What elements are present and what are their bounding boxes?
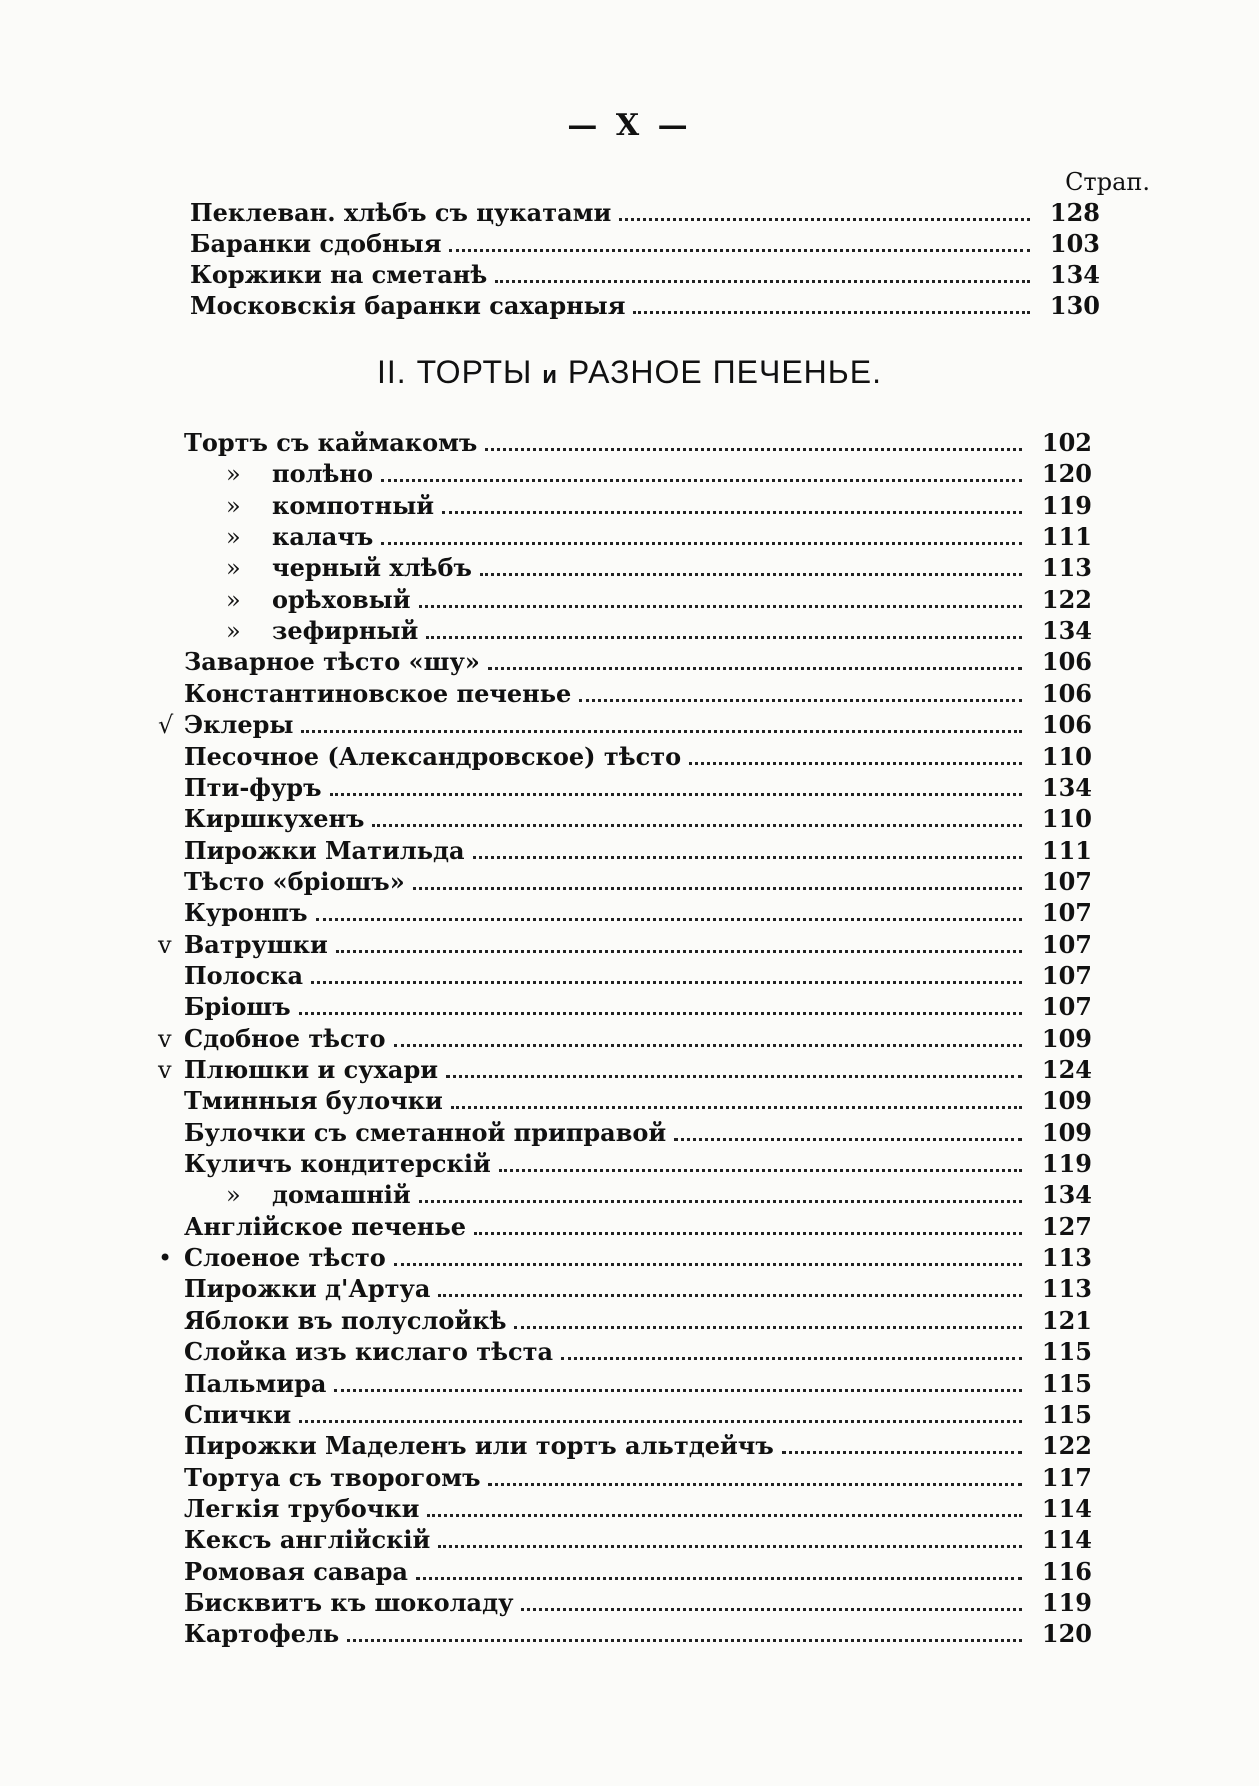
toc-entry [0,616,1259,646]
dot-leader [419,587,1022,608]
toc-entry-page: 110 [1041,741,1092,771]
toc-entry-title: черный хлѣбъ [272,553,472,583]
toc-entry [0,229,1259,259]
toc-entry-title: Кексъ англійскій [184,1525,431,1555]
dot-leader [299,1402,1022,1423]
dot-leader [782,1433,1022,1454]
toc-entry-title: Песочное (Александровское) тѣсто [184,741,682,771]
toc-entry [0,585,1259,615]
toc-entry [0,1525,1259,1555]
toc-entry-page: 110 [1041,804,1092,834]
dot-leader [480,555,1022,576]
toc-entry-title: зефирный [272,616,419,646]
check-mark: • [158,1244,173,1273]
dot-leader [394,1026,1022,1047]
toc-entry [0,1557,1259,1587]
toc-entry-page: 106 [1041,647,1092,677]
dot-leader [416,1559,1022,1580]
ditto-mark: » [226,491,241,520]
toc-entry-title: Константиновское печенье [184,678,572,708]
section-title [0,354,1259,391]
dot-leader [561,1339,1022,1360]
toc-entry-page: 134 [1041,616,1092,646]
page-number-header: — X — [567,108,692,143]
section-title-suffix: РАЗНОЕ ПЕЧЕНЬЕ. [567,354,882,390]
toc-entry [0,491,1259,521]
ditto-mark: » [226,585,241,614]
toc-entry-title: Слоеное тѣсто [184,1243,386,1273]
toc-entry-title: Булочки съ сметанной приправой [184,1117,667,1147]
toc-entry-title: Картофель [184,1619,340,1649]
toc-entry-page: 106 [1041,710,1092,740]
toc-entry-page: 134 [1049,260,1100,289]
toc-entry-page: 134 [1041,1180,1092,1210]
toc-entry-page: 119 [1041,1587,1092,1617]
toc-entry-page: 120 [1041,1619,1092,1649]
dot-leader [619,200,1030,221]
toc-entry [0,1400,1259,1430]
dot-leader [334,1371,1022,1392]
toc-entry-title: Тминныя булочки [184,1086,443,1116]
toc-entry-page: 109 [1041,1086,1092,1116]
toc-entry [0,459,1259,489]
toc-entry-title: Московскія баранки сахарныя [190,291,626,320]
toc-entry [0,1588,1259,1618]
check-mark: v [158,1024,172,1053]
dot-leader [311,963,1022,984]
toc-entry-title: Пирожки Матильда [184,835,465,865]
toc-entry [0,836,1259,866]
dot-leader [301,712,1022,733]
toc-entry-title: Пирожки д'Артуа [184,1274,431,1304]
toc-entry-page: 128 [1049,198,1100,227]
dot-leader [495,262,1030,283]
dot-leader [473,838,1022,859]
toc-entry-page: 115 [1041,1368,1092,1398]
dot-leader [633,293,1030,314]
toc-entry [0,1055,1259,1085]
dot-leader [419,1182,1022,1203]
toc-entry-page: 134 [1041,772,1092,802]
ditto-mark: » [226,523,241,552]
check-mark: v [158,1056,172,1084]
toc-entry-title: Пальмира [184,1368,327,1398]
dot-leader [514,1308,1022,1329]
dot-leader [336,932,1022,953]
dot-leader [438,1276,1022,1297]
dot-leader [579,681,1022,702]
toc-entry-page: 113 [1041,553,1092,583]
toc-entry-title: Англійское печенье [184,1211,467,1241]
toc-entry [0,1337,1259,1367]
toc-entry [0,198,1259,228]
dot-leader [485,430,1022,451]
dot-leader [442,493,1022,514]
toc-entry-page: 116 [1041,1556,1092,1586]
toc-entry [0,961,1259,991]
toc-entry-page: 107 [1041,929,1092,959]
toc-entry-page: 130 [1049,291,1100,320]
dot-leader [330,775,1023,796]
toc-entry-title: Пирожки Маделенъ или тортъ альтдейчъ [184,1431,774,1461]
section-title-joiner: и [542,362,558,389]
toc-entry [0,291,1259,321]
toc-entry-page: 114 [1041,1525,1092,1555]
toc-entry-page: 111 [1041,522,1092,552]
toc-entry [0,742,1259,772]
toc-entry-title: Яблоки въ полуслойкѣ [184,1305,507,1335]
dot-leader [426,618,1022,639]
toc-entry-title: компотный [272,490,435,520]
dot-leader [451,1088,1022,1109]
toc-entry [0,1463,1259,1493]
dot-leader [499,1151,1022,1172]
toc-entry-page: 102 [1041,428,1092,457]
toc-entry-page: 122 [1041,1431,1092,1461]
toc-entry [0,1243,1259,1273]
toc-entry-page: 115 [1041,1337,1092,1367]
dot-leader [674,1120,1022,1141]
dot-leader [488,649,1022,670]
dot-leader [427,1496,1022,1517]
check-mark: v [158,930,172,959]
toc-entry-title: Слойка изъ кислаго тѣста [184,1337,554,1367]
toc-entry-page: 114 [1041,1493,1092,1523]
dot-leader [299,994,1022,1015]
toc-entry [0,428,1259,458]
toc-entry [0,1149,1259,1179]
toc-entry-title: Ромовая савара [184,1556,408,1586]
toc-entry [0,992,1259,1022]
dot-leader [689,744,1022,765]
toc-entry [0,710,1259,740]
toc-entry-title: Куличъ кондитерскій [184,1149,491,1179]
page-column-label: Страп. [1065,168,1150,196]
toc-entry-title: Пеклеван. хлѣбъ съ цукатами [190,198,612,227]
dot-leader [446,1057,1022,1078]
toc-entry [0,930,1259,960]
dot-leader [413,869,1022,890]
toc-entry-title: Бисквитъ къ шоколаду [184,1587,514,1617]
dot-leader [449,231,1030,252]
toc-entry-page: 124 [1041,1055,1092,1084]
toc-entry-page: 117 [1041,1462,1092,1492]
toc-entry-title: Тѣсто «бріошъ» [184,866,405,896]
toc-entry [0,260,1259,290]
toc-entry-page: 107 [1041,960,1092,990]
toc-entry-page: 106 [1041,678,1092,708]
toc-entry [0,1180,1259,1210]
toc-entry-page: 122 [1041,584,1092,614]
section-title-prefix: II. ТОРТЫ [377,354,533,390]
toc-entry-page: 109 [1041,1117,1092,1147]
toc-entry [0,1024,1259,1054]
ditto-mark: » [226,460,241,489]
toc-entry-page: 107 [1041,992,1092,1022]
toc-entry-title: полѣно [272,459,373,489]
toc-entry [0,553,1259,583]
toc-entry-title: Коржики на сметанѣ [190,260,488,289]
toc-entry-title: Заварное тѣсто «шу» [184,647,480,677]
dot-leader [347,1621,1022,1642]
toc-entry-page: 115 [1041,1399,1092,1429]
toc-entry-page: 113 [1041,1274,1092,1304]
ditto-mark: » [226,1181,241,1210]
dot-leader [521,1590,1022,1611]
toc-entry-page: 120 [1041,459,1092,489]
dot-leader [438,1527,1022,1548]
toc-entry-title: Сдобное тѣсто [184,1023,386,1053]
toc-entry-title: Ватрушки [184,929,328,959]
toc-entry [0,647,1259,677]
toc-entry-page: 107 [1041,866,1092,896]
ditto-mark: » [226,554,241,583]
toc-entry [0,1306,1259,1336]
toc-entry-page: 127 [1041,1211,1092,1241]
toc-entry-page: 121 [1041,1305,1092,1335]
toc-entry-page: 111 [1041,835,1092,865]
toc-entry [0,1212,1259,1242]
dot-leader [316,900,1022,921]
toc-entry-title: Спички [184,1399,292,1429]
toc-entry-title: Киршкухенъ [184,804,365,834]
toc-entry-title: орѣховый [272,584,411,614]
toc-entry [0,679,1259,709]
toc-entry-title: Полоска [184,960,304,990]
toc-entry-title: Легкія трубочки [184,1493,420,1523]
toc-entry-title: Баранки сдобныя [190,229,442,258]
toc-entry [0,898,1259,928]
toc-entry [0,522,1259,552]
toc-entry-title: Пти-фуръ [184,772,322,802]
toc-entry-title: калачъ [272,522,374,552]
toc-entry-page: 119 [1041,490,1092,520]
dot-leader [372,806,1022,827]
toc-entry [0,1086,1259,1116]
dot-leader [474,1214,1022,1235]
toc-entry-page: 113 [1041,1243,1092,1273]
toc-entry [0,804,1259,834]
dot-leader [381,524,1022,545]
check-mark: √ [158,711,174,740]
toc-entry-page: 103 [1049,229,1100,258]
toc-entry-title: Бріошъ [184,992,291,1022]
toc-entry-title: Тортуа съ творогомъ [184,1462,481,1492]
toc-entry-page: 119 [1041,1149,1092,1179]
toc-entry [0,1369,1259,1399]
toc-entry-title: домашній [272,1180,411,1210]
toc-entry-title: Эклеры [184,710,294,740]
toc-entry [0,867,1259,897]
toc-entry [0,1431,1259,1461]
ditto-mark: » [226,617,241,646]
toc-entry-title: Куронпъ [184,898,308,928]
toc-entry-title: Тортъ съ каймакомъ [184,428,478,457]
dot-leader [488,1465,1022,1486]
toc-entry-page: 109 [1041,1023,1092,1053]
toc-entry [0,1494,1259,1524]
toc-entry [0,1274,1259,1304]
toc-entry [0,1118,1259,1148]
toc-entry [0,773,1259,803]
toc-entry [0,1619,1259,1649]
toc-entry-title: Плюшки и сухари [184,1055,439,1084]
dot-leader [394,1245,1022,1266]
toc-entry-page: 107 [1041,898,1092,928]
dot-leader [381,461,1022,482]
